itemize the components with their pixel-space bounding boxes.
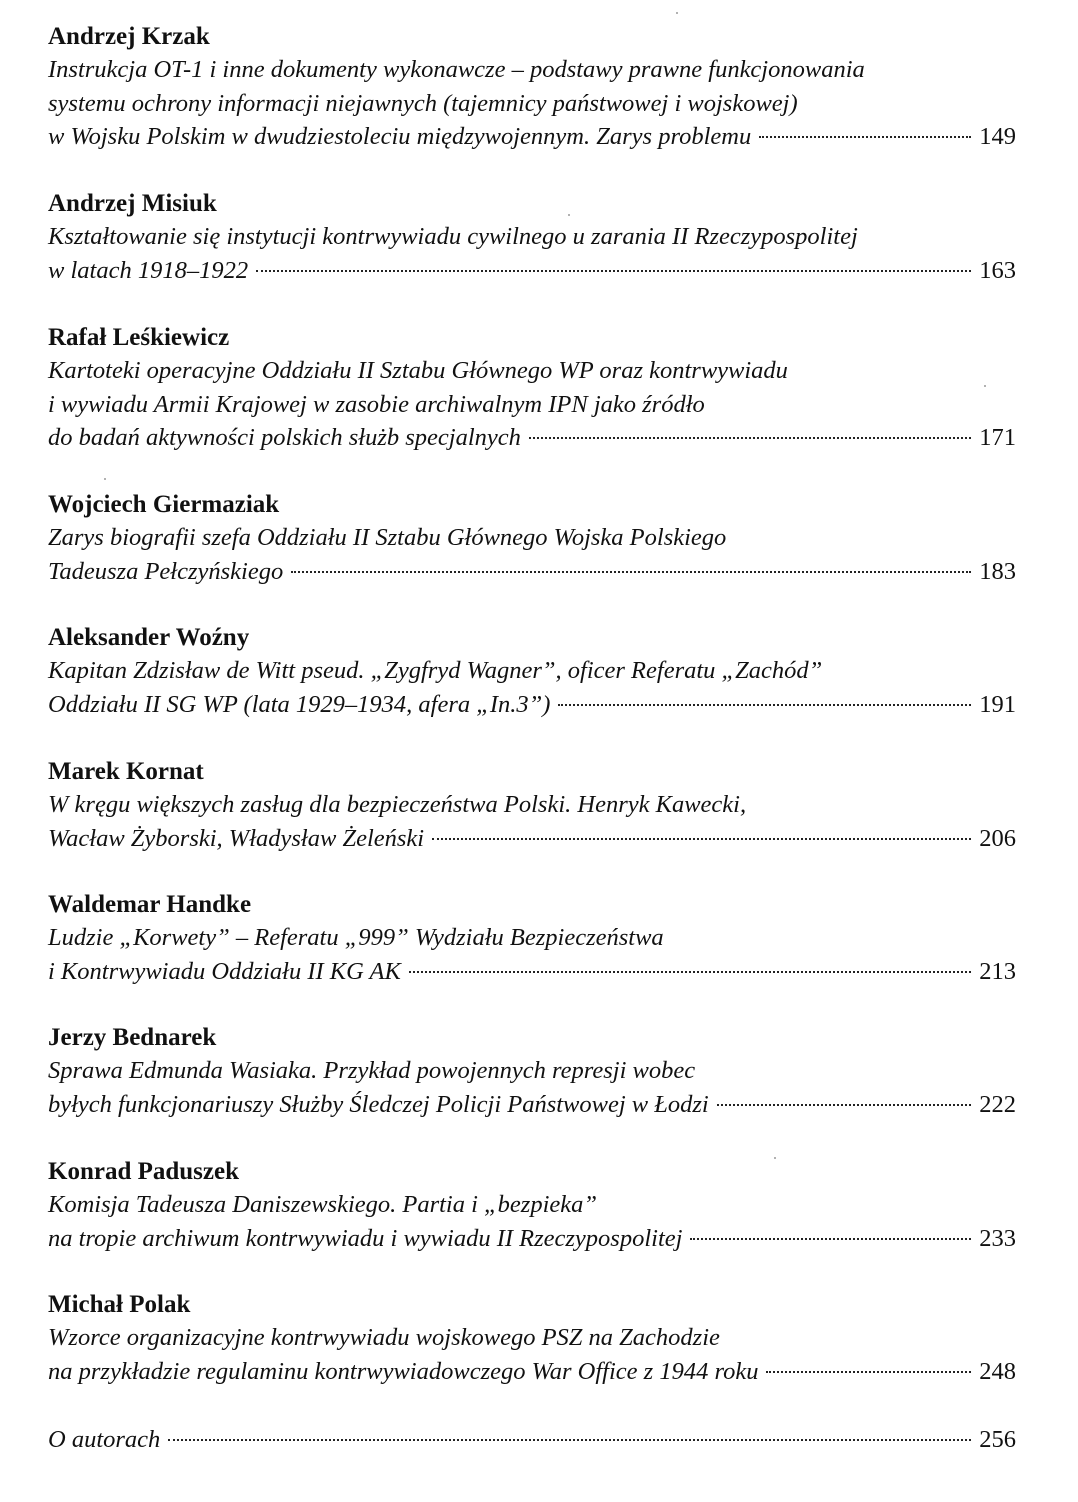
entry-title-line: na tropie archiwum kontrwywiadu i wywiadu II Rzeczypospolitej [48, 1224, 683, 1252]
entry-title-line: Kapitan Zdzisław de Witt pseud. „Zygfryd Wagner”, oficer Referatu „Zachód” [48, 657, 823, 684]
page-number: 163 [979, 256, 1016, 284]
entry-title-line: byłych funkcjonariuszy Służby Śledczej Policji Państwowej w Łodzi [48, 1090, 709, 1118]
entry-title-last-line [48, 955, 1016, 989]
page-number: 233 [979, 1224, 1016, 1252]
entry-title-line: Zarys biografii szefa Oddziału II Sztabu Głównego Wojska Polskiego [48, 524, 727, 551]
dot-leader [766, 1371, 971, 1373]
page-number: 191 [979, 690, 1016, 718]
entry-title-line: Kształtowanie się instytucji kontrwywiadu cywilnego u zarania II Rzeczypospolitej [48, 223, 858, 250]
dot-leader [690, 1238, 971, 1240]
dot-leader [759, 136, 971, 138]
toc-entry [48, 321, 1016, 455]
scan-speck [774, 1157, 776, 1159]
dot-leader [529, 437, 971, 439]
page-number: 222 [979, 1090, 1016, 1118]
entry-title-line: Ludzie „Korwety” – Referatu „999” Wydziału Bezpieczeństwa [48, 924, 664, 951]
entry-author: Marek Kornat [48, 758, 204, 785]
entry-title-line: w Wojsku Polskim w dwudziestoleciu międzywojennym. Zarys problemu [48, 123, 752, 150]
page-number: 248 [979, 1357, 1016, 1385]
entry-author: Michał Polak [48, 1291, 191, 1318]
entry-author: Aleksander Woźny [48, 624, 250, 651]
entry-title-line: Tadeusza Pełczyńskiego [48, 557, 284, 585]
scan-speck [104, 478, 106, 480]
entry-author: Andrzej Misiuk [48, 190, 217, 217]
dot-leader [168, 1439, 971, 1441]
entry-title-line: O autorach [48, 1426, 161, 1453]
toc-entry [48, 20, 1016, 154]
entry-author: Rafał Leśkiewicz [48, 324, 230, 351]
toc-entry [48, 488, 1016, 588]
scan-speck [568, 214, 570, 216]
entry-author: Jerzy Bednarek [48, 1024, 217, 1051]
entry-title-last-line [48, 1355, 1016, 1389]
toc-entry [48, 1288, 1016, 1388]
entry-title-line: Wacław Żyborski, Władysław Żeleński [48, 824, 425, 852]
page-number: 171 [979, 424, 1016, 451]
dot-leader [256, 270, 971, 272]
entry-title-line: i wywiadu Armii Krajowej w zasobie archiwalnym IPN jako źródło [48, 390, 705, 418]
entry-title-last-line [48, 421, 1016, 455]
page-number: 206 [979, 824, 1016, 852]
toc-entry-about-authors [48, 1423, 1016, 1457]
entry-title-line: Wzorce organizacyjne kontrwywiadu wojskowego PSZ na Zachodzie [48, 1324, 720, 1351]
entry-title-last-line [48, 555, 1016, 589]
entry-title-last-line [48, 1088, 1016, 1122]
toc-entry [48, 1021, 1016, 1121]
entry-title-line: W kręgu większych zasług dla bezpieczeństwa Polski. Henryk Kawecki, [48, 791, 747, 818]
entry-title-line: Instrukcja OT-1 i inne dokumenty wykonawcze – podstawy prawne funkcjonowania [48, 56, 865, 83]
dot-leader [558, 704, 971, 706]
page-number: 256 [979, 1426, 1016, 1453]
entry-title-line: w latach 1918–1922 [48, 256, 249, 284]
toc-entry [48, 621, 1016, 721]
entry-author: Andrzej Krzak [48, 23, 210, 50]
scan-speck [984, 385, 986, 387]
entry-title-line: na przykładzie regulaminu kontrwywiadowczego War Office z 1944 roku [48, 1357, 759, 1385]
entry-title-last-line [48, 1423, 1016, 1457]
entry-author: Wojciech Giermaziak [48, 491, 280, 518]
entry-author: Konrad Paduszek [48, 1158, 240, 1185]
entry-title-last-line [48, 1222, 1016, 1256]
entry-author: Waldemar Handke [48, 891, 252, 918]
page-number: 149 [979, 123, 1016, 150]
toc-entry [48, 888, 1016, 988]
toc-entry [48, 1155, 1016, 1255]
dot-leader [432, 838, 971, 840]
entry-title-last-line [48, 120, 1016, 154]
toc-entry [48, 187, 1016, 287]
entry-title-line: i Kontrwywiadu Oddziału II KG AK [48, 957, 401, 985]
entry-title-line: Komisja Tadeusza Daniszewskiego. Partia i „bezpieka” [48, 1191, 598, 1218]
entry-title-last-line [48, 688, 1016, 722]
scan-speck [676, 12, 678, 14]
page-number: 213 [979, 957, 1016, 985]
entry-title-line: Kartoteki operacyjne Oddziału II Sztabu Głównego WP oraz kontrwywiadu [48, 357, 788, 384]
dot-leader [291, 571, 971, 573]
page-number: 183 [979, 557, 1016, 585]
entry-title-last-line [48, 254, 1016, 288]
entry-title-line: systemu ochrony informacji niejawnych (tajemnicy państwowej i wojskowej) [48, 89, 798, 117]
toc-entry [48, 755, 1016, 855]
dot-leader [717, 1104, 972, 1106]
entry-title-line: Oddziału II SG WP (lata 1929–1934, afera „In.3”) [48, 690, 551, 718]
entry-title-last-line [48, 822, 1016, 856]
entry-title-line: Sprawa Edmunda Wasiaka. Przykład powojennych represji wobec [48, 1057, 696, 1084]
entry-title-line: do badań aktywności polskich służb specjalnych [48, 424, 521, 451]
dot-leader [409, 971, 971, 973]
